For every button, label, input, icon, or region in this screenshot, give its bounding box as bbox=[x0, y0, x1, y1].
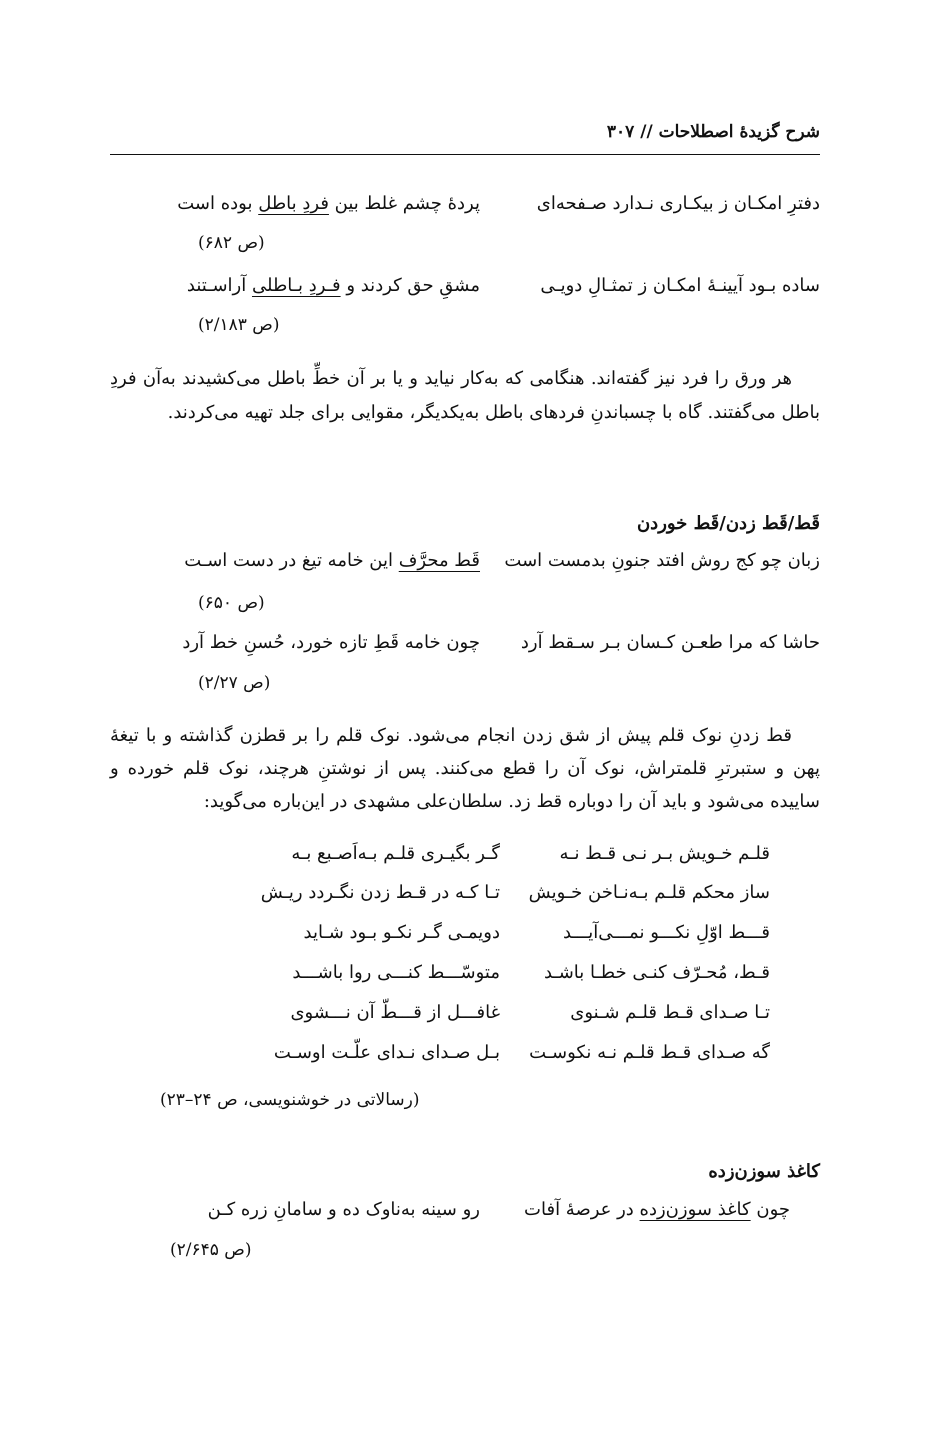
text-segment: پردهٔ چشم غلط بین bbox=[328, 193, 480, 214]
text-segment: این خامه تیغ در دست اسـت bbox=[184, 550, 399, 571]
verse-reference: (ص ۲/۱۸۳) bbox=[198, 315, 280, 335]
poem-line bbox=[110, 962, 820, 992]
verse-reference: (ص ۶۸۲) bbox=[198, 233, 265, 253]
text-segment: در عرصهٔ آفات bbox=[524, 1199, 640, 1220]
hemistich-second bbox=[110, 275, 480, 296]
text-segment: بوده است bbox=[177, 193, 259, 214]
hemistich-second bbox=[110, 193, 480, 214]
poem-line bbox=[110, 1042, 820, 1072]
hemistich-first: تـا صـدای قـط قلـم شـنوی bbox=[570, 1002, 770, 1023]
hemistich-second: گـر بگیـری قلـم بـه‌اَصـبع بـه bbox=[291, 843, 500, 864]
page-header bbox=[110, 118, 820, 155]
hemistich-second: دویمـی گـر نکـو بـود شـاید bbox=[303, 922, 500, 943]
hemistich-second: متوسّـــط کنـــی روا باشـــد bbox=[292, 962, 500, 983]
book-page bbox=[110, 0, 820, 1454]
hemistich-first: ساده بـود آیینـهٔ امکـان ز تمثـالِ دویـی bbox=[540, 275, 820, 296]
text-segment: چون bbox=[750, 1199, 790, 1220]
underlined-term: کاغذ سوزن‌زده bbox=[639, 1199, 751, 1220]
verse-line bbox=[110, 632, 820, 662]
underlined-term: قَط محرَّف bbox=[398, 550, 480, 571]
text-segment: آراسـتند bbox=[186, 275, 252, 296]
poem-line bbox=[110, 922, 820, 952]
verse-reference: (ص ۶۵۰) bbox=[198, 593, 265, 613]
hemistich-first: زبان چو کج روش افتد جنونِ بدمست است bbox=[504, 550, 820, 571]
hemistich-first: قـط، مُحـرّف کنـی خطـا باشـد bbox=[543, 962, 770, 983]
poem-line bbox=[110, 882, 820, 912]
body-paragraph: قط زدنِ نوک قلم پیش از شق زدن انجام می‌شود. نوک قلم را بر قطزن گذاشته و با تیغهٔ پهن و ستبرترِ قلمتراش، نوک آن را قطع می‌کنند. پس از نوشتنِ هرچند، نوک قلم خورده و ساییده می‌شود و باید آن را دوباره قط زد. سلطان‌علی مشهدی در این‌باره می‌گوید: bbox=[110, 725, 820, 812]
hemistich-first: ساز محکم قلـم بـه‌نـاخن خـویش bbox=[528, 882, 770, 903]
verse-line bbox=[110, 550, 820, 580]
hemistich-first: قـــط اوّلِ نکـــو نمـــی‌آیـــد bbox=[562, 922, 770, 943]
poem-line bbox=[110, 843, 820, 873]
hemistich-second: غافـــل از قـــطّ آن نـــشوی bbox=[290, 1002, 500, 1023]
underlined-term: فردِ باطل bbox=[258, 193, 329, 214]
hemistich-first: قلـم خـویش بـر نـی قـط نـه bbox=[559, 843, 770, 864]
poem-reference: (رسالاتی در خوشنویسی، ص ۲۴–۲۳) bbox=[160, 1090, 420, 1110]
hemistich-second: چون خامه قَطِ تازه خورد، حُسنِ خط آرد bbox=[182, 632, 480, 653]
running-head: شرح گزیدهٔ اصطلاحات // ۳۰۷ bbox=[606, 122, 820, 142]
hemistich-second: تـا کـه در قـط زدن نگـردد ریـش bbox=[260, 882, 500, 903]
verse-reference: (ص ۲/۲۷) bbox=[198, 673, 271, 693]
verse-line bbox=[110, 1199, 820, 1229]
section-heading: قَط/قَط زدن/قَط خوردن bbox=[636, 513, 820, 534]
poem-line bbox=[110, 1002, 820, 1032]
hemistich-second: بـل صـدای نـدای علّـت اوسـت bbox=[273, 1042, 500, 1063]
hemistich-second bbox=[110, 550, 480, 571]
verse-line bbox=[110, 275, 820, 305]
hemistich-first: گه صـدای قـط قلـم نـه نکوسـت bbox=[529, 1042, 770, 1063]
text-segment: مشقِ حق کردند و bbox=[340, 275, 480, 296]
verse-reference: (ص ۲/۶۴۵) bbox=[170, 1240, 252, 1260]
body-paragraph: هر ورق را فرد نیز گفته‌اند. هنگامی که به‌کار نیاید و یا بر آن خطِّ باطل می‌کشیدند به‌آن فردِ باطل می‌گفتند. گاه با چسباندنِ فردهای باطل به‌یکدیگر، مقوایی برای جلد تهیه می‌کردند. bbox=[110, 368, 820, 423]
hemistich-first bbox=[485, 1199, 790, 1220]
verse-line bbox=[110, 193, 820, 223]
hemistich-first: دفترِ امکـان ز بیکـاری نـدارد صـفحه‌ای bbox=[536, 193, 820, 214]
hemistich-first: حاشا که مرا طعـن کـسان بـر سـقط آرد bbox=[520, 632, 820, 653]
section-heading: کاغذ سوزن‌زده bbox=[708, 1161, 820, 1182]
underlined-term: فـردِ بـاطلی bbox=[251, 275, 341, 296]
hemistich-second: رو سینه به‌ناوک ده و سامانِ زره کـن bbox=[207, 1199, 480, 1220]
